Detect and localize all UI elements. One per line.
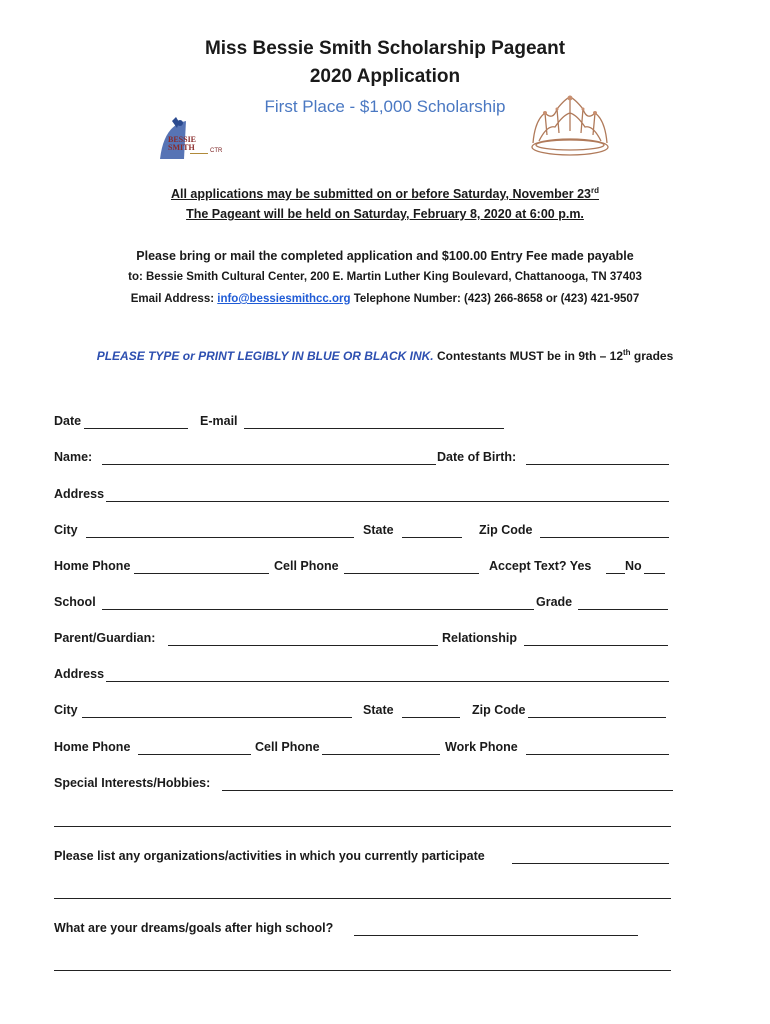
organizations-field-line2[interactable]: [54, 898, 671, 899]
relationship-label: Relationship: [442, 631, 518, 645]
logo-text-2: SMITH: [168, 143, 195, 152]
cell-phone2-label: Cell Phone: [255, 740, 320, 754]
row-name-dob: [54, 450, 674, 468]
crown-icon: [525, 95, 615, 163]
email-link[interactable]: info@bessiesmithcc.org: [217, 293, 351, 305]
date-field[interactable]: [84, 428, 188, 429]
page-title: Miss Bessie Smith Scholarship Pageant: [204, 38, 566, 59]
dob-field[interactable]: [526, 464, 669, 465]
state-field[interactable]: [402, 537, 462, 538]
interests-label: Special Interests/Hobbies:: [54, 776, 211, 790]
zip2-field[interactable]: [528, 717, 666, 718]
accept-yes-field[interactable]: [606, 573, 625, 574]
page-subtitle-year: 2020 Application: [309, 66, 461, 87]
zip2-label: Zip Code: [472, 703, 526, 717]
zip-field[interactable]: [540, 537, 669, 538]
state2-field[interactable]: [402, 717, 460, 718]
address2-label: Address: [54, 667, 105, 681]
parent-field[interactable]: [168, 645, 438, 646]
row-dreams: [54, 921, 674, 939]
work-phone-label: Work Phone: [445, 740, 518, 754]
zip-label: Zip Code: [479, 523, 533, 537]
state-label: State: [363, 523, 394, 537]
row-city2: [54, 703, 674, 721]
date-label: Date: [54, 414, 82, 428]
email-field[interactable]: [244, 428, 504, 429]
logo-underline: [190, 153, 208, 154]
school-field[interactable]: [102, 609, 534, 610]
dreams-label: What are your dreams/goals after high school?: [54, 921, 334, 935]
row-phones2: [54, 740, 674, 758]
row-address2: [54, 667, 674, 685]
row-interests: [54, 776, 674, 794]
logo-side-text: CTR: [210, 148, 223, 154]
deadline-line: All applications may be submitted on or before Saturday, November 23rd: [170, 186, 599, 202]
cell-phone-field[interactable]: [344, 573, 479, 574]
address2-field[interactable]: [106, 681, 669, 682]
home-phone-label: Home Phone: [54, 559, 131, 573]
row-organizations: [54, 849, 674, 867]
city2-label: City: [54, 703, 78, 717]
organizations-field[interactable]: [512, 863, 669, 864]
row-parent: [54, 631, 674, 649]
address-label: Address: [54, 487, 105, 501]
row-phones: [54, 559, 674, 577]
scholarship-subtitle: First Place - $1,000 Scholarship: [264, 97, 506, 116]
row-school: [54, 595, 674, 613]
interests-field[interactable]: [222, 790, 673, 791]
parent-label: Parent/Guardian:: [54, 631, 156, 645]
school-label: School: [54, 595, 96, 609]
home-phone-field[interactable]: [134, 573, 269, 574]
cell-phone-label: Cell Phone: [274, 559, 339, 573]
name-label: Name:: [54, 450, 93, 464]
city2-field[interactable]: [82, 717, 352, 718]
dob-label: Date of Birth:: [437, 450, 517, 464]
relationship-field[interactable]: [524, 645, 668, 646]
dreams-field-line2[interactable]: [54, 970, 671, 971]
accept-no-label: No: [625, 559, 642, 573]
interests-field-line2[interactable]: [54, 826, 671, 827]
contact-line: Email Address: info@bessiesmithcc.org Telephone Number: (423) 266-8658 or (423) 421-9507: [130, 293, 640, 305]
grade-field[interactable]: [578, 609, 668, 610]
ink-notice: PLEASE TYPE or PRINT LEGIBLY IN BLUE OR BLACK INK. Contestants MUST be in 9th – 12th grades: [96, 348, 674, 363]
cell-phone2-field[interactable]: [322, 754, 440, 755]
accept-no-field[interactable]: [644, 573, 665, 574]
bessie-smith-logo: [150, 115, 240, 165]
row-date-email: [54, 414, 674, 432]
row-address: [54, 487, 674, 505]
grade-label: Grade: [536, 595, 573, 609]
state2-label: State: [363, 703, 394, 717]
work-phone-field[interactable]: [526, 754, 669, 755]
row-city: [54, 523, 674, 541]
accept-text-label: Accept Text? Yes: [489, 559, 592, 573]
dreams-field[interactable]: [354, 935, 638, 936]
event-line: The Pageant will be held on Saturday, February 8, 2020 at 6:00 p.m.: [186, 207, 584, 221]
logo-text-1: BESSIE: [168, 135, 197, 144]
home-phone2-label: Home Phone: [54, 740, 131, 754]
organizations-label: Please list any organizations/activities in which you currently participate: [54, 849, 485, 863]
home-phone2-field[interactable]: [138, 754, 251, 755]
mail-line: Please bring or mail the completed application and $100.00 Entry Fee made payable: [136, 249, 634, 263]
name-field[interactable]: [102, 464, 436, 465]
email-label: E-mail: [200, 414, 238, 428]
address-field[interactable]: [106, 501, 669, 502]
city-field[interactable]: [86, 537, 354, 538]
city-label: City: [54, 523, 78, 537]
address-line: to: Bessie Smith Cultural Center, 200 E. Martin Luther King Boulevard, Chattanooga, TN 37403: [128, 271, 642, 283]
